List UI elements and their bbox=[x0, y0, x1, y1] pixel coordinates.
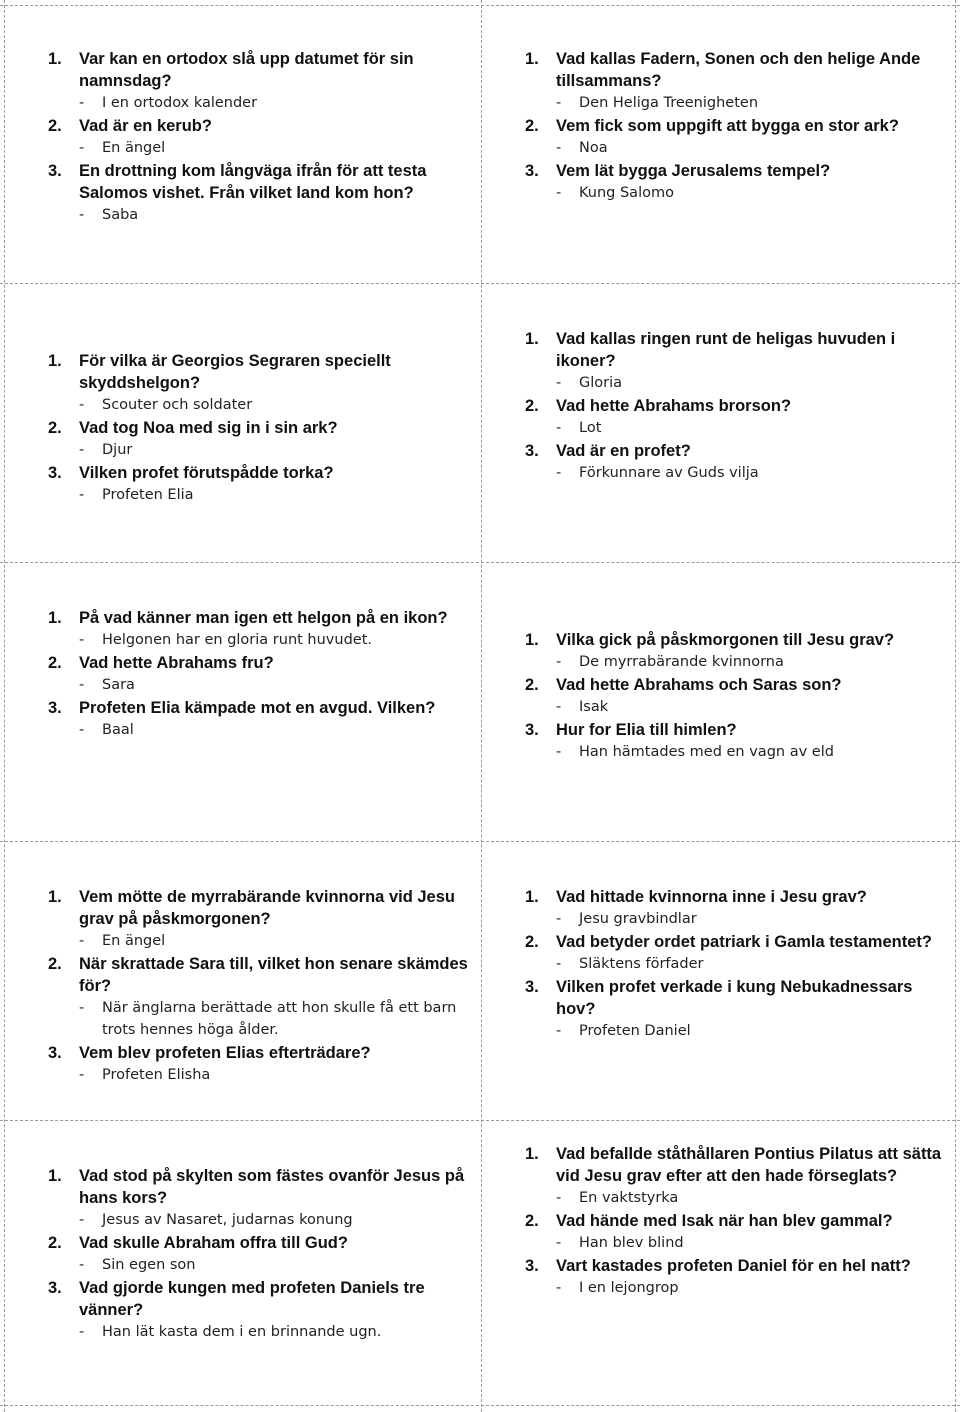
answer-text: En vaktstyrka bbox=[579, 1190, 679, 1206]
answer-text: Jesu gravbindlar bbox=[579, 911, 697, 927]
answer-text: Noa bbox=[579, 140, 608, 156]
question-text: Vad gjorde kungen med profeten Daniels tre vänner? bbox=[79, 1279, 425, 1319]
question-text: Vilken profet verkade i kung Nebukadnessars hov? bbox=[556, 978, 913, 1018]
question-number: 1. bbox=[525, 330, 539, 348]
cut-line-right bbox=[955, 0, 956, 1412]
question-number: 3. bbox=[525, 978, 539, 996]
question-item: 3. Vart kastades profeten Daniel för en hel natt? - I en lejongrop bbox=[525, 1255, 955, 1299]
question-text: Profeten Elia kämpade mot en avgud. Vilken? bbox=[79, 699, 436, 717]
question-text: Var kan en ortodox slå upp datumet för sin namnsdag? bbox=[79, 50, 414, 90]
question-number: 3. bbox=[48, 464, 62, 482]
question-text: Vad hette Abrahams fru? bbox=[79, 654, 274, 672]
question-item: 2. Vad hette Abrahams och Saras son? - Isak bbox=[525, 674, 955, 718]
quiz-card-8 bbox=[525, 886, 955, 1043]
question-item: 1. Vem mötte de myrrabärande kvinnorna vid Jesu grav på påskmorgonen? - En ängel bbox=[48, 886, 478, 952]
question-number: 1. bbox=[525, 631, 539, 649]
question-item: 2. Vad hette Abrahams brorson? - Lot bbox=[525, 395, 955, 439]
question-text: Vad befallde ståthållaren Pontius Pilatus att sätta vid Jesu grav efter att den hade förseglats? bbox=[556, 1145, 942, 1185]
question-text: När skrattade Sara till, vilket hon senare skämdes för? bbox=[79, 955, 468, 995]
answer-text: Lot bbox=[579, 420, 602, 436]
question-item: 1. På vad känner man igen ett helgon på en ikon? - Helgonen har en gloria runt huvudet. bbox=[48, 607, 478, 651]
question-number: 1. bbox=[48, 50, 62, 68]
quiz-card-4 bbox=[525, 328, 955, 485]
question-text: För vilka är Georgios Segraren speciellt skyddshelgon? bbox=[79, 352, 391, 392]
question-text: Hur for Elia till himlen? bbox=[556, 721, 737, 739]
question-item: 1. Var kan en ortodox slå upp datumet för sin namnsdag? - I en ortodox kalender bbox=[48, 48, 478, 114]
answer-text: I en lejongrop bbox=[579, 1280, 679, 1296]
cut-line-row3 bbox=[0, 841, 960, 842]
question-item: 3. Vad är en profet? - Förkunnare av Guds vilja bbox=[525, 440, 955, 484]
quiz-card-1 bbox=[48, 48, 478, 227]
answer-text: De myrrabärande kvinnorna bbox=[579, 654, 784, 670]
question-text: Vad är en profet? bbox=[556, 442, 691, 460]
question-item: 2. Vad hände med Isak när han blev gammal? - Han blev blind bbox=[525, 1210, 955, 1254]
quiz-card-9 bbox=[48, 1165, 478, 1344]
answer-text: Isak bbox=[579, 699, 609, 715]
answer-text: När änglarna berättade att hon skulle få ett barn trots hennes höga ålder. bbox=[102, 1000, 457, 1038]
question-number: 3. bbox=[48, 162, 62, 180]
quiz-card-2 bbox=[525, 48, 955, 205]
question-text: Vad tog Noa med sig in i sin ark? bbox=[79, 419, 338, 437]
cut-line-top bbox=[0, 5, 960, 6]
question-number: 2. bbox=[525, 933, 539, 951]
question-number: 3. bbox=[525, 442, 539, 460]
answer-text: Helgonen har en gloria runt huvudet. bbox=[102, 632, 372, 648]
question-text: Vad hette Abrahams brorson? bbox=[556, 397, 792, 415]
question-number: 1. bbox=[525, 50, 539, 68]
cut-line-row2 bbox=[0, 562, 960, 563]
question-item: 3. Vilken profet förutspådde torka? - Profeten Elia bbox=[48, 462, 478, 506]
answer-text: Den Heliga Treenigheten bbox=[579, 95, 759, 111]
question-number: 3. bbox=[48, 1279, 62, 1297]
answer-text: I en ortodox kalender bbox=[102, 95, 258, 111]
answer-text: Saba bbox=[102, 207, 139, 223]
question-number: 1. bbox=[525, 888, 539, 906]
question-text: Vad betyder ordet patriark i Gamla testamentet? bbox=[556, 933, 932, 951]
question-item: 2. När skrattade Sara till, vilket hon senare skämdes för? - När änglarna berättade att hon skulle få ett barn trots hennes höga ålder. bbox=[48, 953, 478, 1041]
answer-text: Släktens förfader bbox=[579, 956, 704, 972]
question-text: En drottning kom långväga ifrån för att testa Salomos vishet. Från vilket land kom hon? bbox=[79, 162, 427, 202]
question-number: 1. bbox=[525, 1145, 539, 1163]
question-number: 3. bbox=[525, 1257, 539, 1275]
question-text: Vad hette Abrahams och Saras son? bbox=[556, 676, 842, 694]
answer-text: Förkunnare av Guds vilja bbox=[579, 465, 759, 481]
question-number: 2. bbox=[48, 419, 62, 437]
question-item: 2. Vad är en kerub? - En ängel bbox=[48, 115, 478, 159]
question-text: Vad är en kerub? bbox=[79, 117, 212, 135]
question-item: 2. Vad skulle Abraham offra till Gud? - Sin egen son bbox=[48, 1232, 478, 1276]
answer-text: En ängel bbox=[102, 140, 166, 156]
question-item: 2. Vad hette Abrahams fru? - Sara bbox=[48, 652, 478, 696]
question-number: 2. bbox=[525, 1212, 539, 1230]
question-text: Vad hittade kvinnorna inne i Jesu grav? bbox=[556, 888, 867, 906]
question-number: 2. bbox=[48, 955, 62, 973]
question-text: Vad hände med Isak när han blev gammal? bbox=[556, 1212, 893, 1230]
answer-text: Sin egen son bbox=[102, 1257, 196, 1273]
answer-text: Profeten Elisha bbox=[102, 1067, 211, 1083]
question-item: 1. För vilka är Georgios Segraren speciellt skyddshelgon? - Scouter och soldater bbox=[48, 350, 478, 416]
answer-text: Djur bbox=[102, 442, 133, 458]
quiz-card-5 bbox=[48, 607, 478, 742]
question-text: Vem lät bygga Jerusalems tempel? bbox=[556, 162, 831, 180]
answer-text: Kung Salomo bbox=[579, 185, 674, 201]
question-number: 3. bbox=[48, 699, 62, 717]
question-number: 3. bbox=[48, 1044, 62, 1062]
question-item: 3. Vem lät bygga Jerusalems tempel? - Kung Salomo bbox=[525, 160, 955, 204]
question-text: Vad stod på skylten som fästes ovanför Jesus på hans kors? bbox=[79, 1167, 465, 1207]
cut-line-row1 bbox=[0, 283, 960, 284]
quiz-card-7 bbox=[48, 886, 478, 1087]
question-text: På vad känner man igen ett helgon på en ikon? bbox=[79, 609, 448, 627]
question-text: Vad kallas ringen runt de heligas huvuden i ikoner? bbox=[556, 330, 896, 370]
question-item: 1. Vilka gick på påskmorgonen till Jesu grav? - De myrrabärande kvinnorna bbox=[525, 629, 955, 673]
question-number: 1. bbox=[48, 609, 62, 627]
question-item: 3. Vad gjorde kungen med profeten Daniels tre vänner? - Han lät kasta dem i en brinnande ugn. bbox=[48, 1277, 478, 1343]
question-text: Vad kallas Fadern, Sonen och den helige Ande tillsammans? bbox=[556, 50, 921, 90]
cut-line-left bbox=[4, 0, 5, 1412]
answer-text: Gloria bbox=[579, 375, 623, 391]
question-text: Vem fick som uppgift att bygga en stor ark? bbox=[556, 117, 899, 135]
answer-text: Han blev blind bbox=[579, 1235, 684, 1251]
answer-text: En ängel bbox=[102, 933, 166, 949]
quiz-card-6 bbox=[525, 629, 955, 764]
question-number: 3. bbox=[525, 721, 539, 739]
question-item: 2. Vem fick som uppgift att bygga en stor ark? - Noa bbox=[525, 115, 955, 159]
question-text: Vem blev profeten Elias efterträdare? bbox=[79, 1044, 371, 1062]
question-text: Vad skulle Abraham offra till Gud? bbox=[79, 1234, 348, 1252]
question-item: 3. Profeten Elia kämpade mot en avgud. Vilken? - Baal bbox=[48, 697, 478, 741]
question-item: 1. Vad kallas ringen runt de heligas huvuden i ikoner? - Gloria bbox=[525, 328, 955, 394]
question-text: Vart kastades profeten Daniel för en hel natt? bbox=[556, 1257, 911, 1275]
question-number: 2. bbox=[525, 676, 539, 694]
answer-text: Profeten Elia bbox=[102, 487, 194, 503]
answer-text: Jesus av Nasaret, judarnas konung bbox=[102, 1212, 353, 1228]
question-item: 3. En drottning kom långväga ifrån för att testa Salomos vishet. Från vilket land kom hon? - Saba bbox=[48, 160, 478, 226]
question-text: Vilken profet förutspådde torka? bbox=[79, 464, 334, 482]
answer-text: Scouter och soldater bbox=[102, 397, 253, 413]
question-item: 1. Vad kallas Fadern, Sonen och den helige Ande tillsammans? - Den Heliga Treenigheten bbox=[525, 48, 955, 114]
question-number: 1. bbox=[48, 1167, 62, 1185]
question-number: 2. bbox=[48, 1234, 62, 1252]
question-number: 2. bbox=[525, 117, 539, 135]
question-item: 2. Vad betyder ordet patriark i Gamla testamentet? - Släktens förfader bbox=[525, 931, 955, 975]
question-number: 1. bbox=[48, 352, 62, 370]
question-text: Vem mötte de myrrabärande kvinnorna vid Jesu grav på påskmorgonen? bbox=[79, 888, 455, 928]
answer-text: Profeten Daniel bbox=[579, 1023, 691, 1039]
answer-text: Han lät kasta dem i en brinnande ugn. bbox=[102, 1324, 382, 1340]
question-item: 1. Vad hittade kvinnorna inne i Jesu grav? - Jesu gravbindlar bbox=[525, 886, 955, 930]
quiz-card-3 bbox=[48, 350, 478, 507]
question-item: 3. Vem blev profeten Elias efterträdare? - Profeten Elisha bbox=[48, 1042, 478, 1086]
question-item: 3. Vilken profet verkade i kung Nebukadnessars hov? - Profeten Daniel bbox=[525, 976, 955, 1042]
question-number: 2. bbox=[48, 654, 62, 672]
question-item: 1. Vad befallde ståthållaren Pontius Pilatus att sätta vid Jesu grav efter att den hade förseglats? - En vaktstyrka bbox=[525, 1143, 955, 1209]
answer-text: Baal bbox=[102, 722, 134, 738]
cut-line-center bbox=[481, 0, 482, 1412]
quiz-card-10 bbox=[525, 1143, 955, 1300]
answer-text: Han hämtades med en vagn av eld bbox=[579, 744, 834, 760]
question-item: 1. Vad stod på skylten som fästes ovanför Jesus på hans kors? - Jesus av Nasaret, judarnas konung bbox=[48, 1165, 478, 1231]
cut-line-row4 bbox=[0, 1120, 960, 1121]
question-text: Vilka gick på påskmorgonen till Jesu grav? bbox=[556, 631, 895, 649]
question-number: 2. bbox=[525, 397, 539, 415]
question-item: 2. Vad tog Noa med sig in i sin ark? - Djur bbox=[48, 417, 478, 461]
answer-text: Sara bbox=[102, 677, 135, 693]
question-number: 1. bbox=[48, 888, 62, 906]
question-item: 3. Hur for Elia till himlen? - Han hämtades med en vagn av eld bbox=[525, 719, 955, 763]
question-number: 3. bbox=[525, 162, 539, 180]
cut-line-bottom bbox=[0, 1405, 960, 1406]
question-number: 2. bbox=[48, 117, 62, 135]
